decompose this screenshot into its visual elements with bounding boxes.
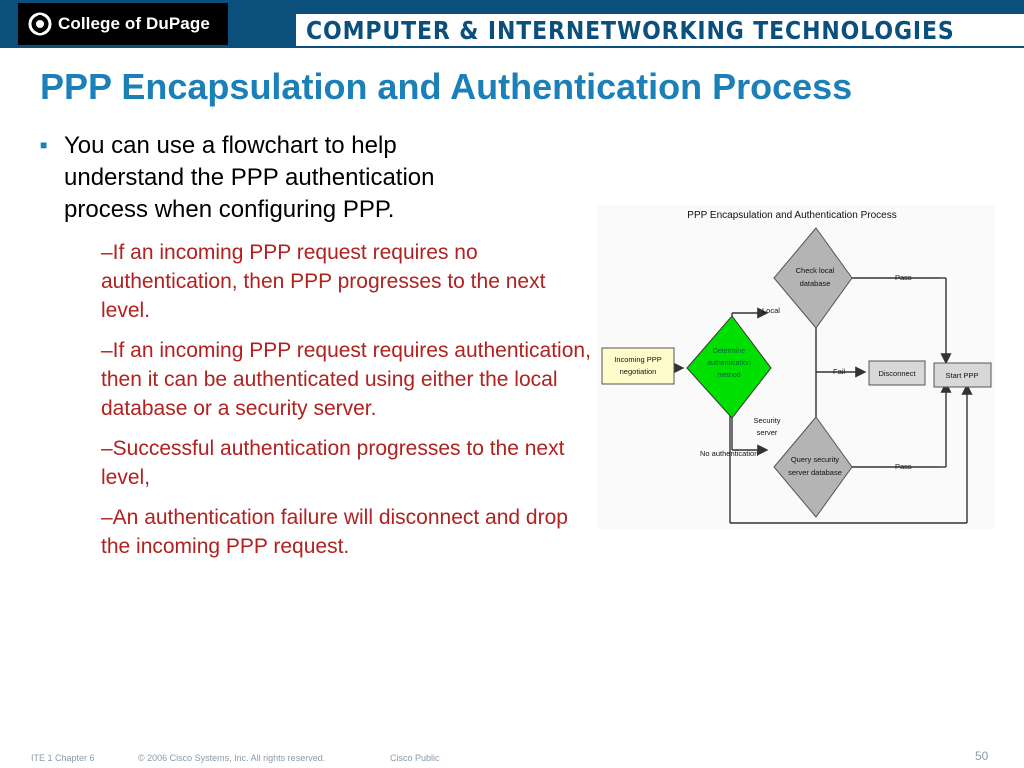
- determine-label-3: method: [717, 372, 741, 379]
- pass-bottom-label: Pass: [895, 462, 912, 471]
- query-label-2: server database: [788, 468, 842, 477]
- main-bullet: [40, 130, 510, 226]
- determine-label-2: authentication: [707, 360, 751, 367]
- flowchart-diagram: [597, 205, 995, 529]
- sub-bullet: –If an incoming PPP request requires no authentication, then PPP progresses to the next level.: [101, 241, 546, 322]
- check-label-1: Check local: [795, 266, 835, 275]
- no-auth-label: No authentication: [700, 449, 759, 458]
- check-label-2: database: [799, 279, 831, 288]
- footer-copyright: © 2006 Cisco Systems, Inc. All rights reserved.: [138, 753, 326, 763]
- incoming-label-2: negotiation: [619, 367, 657, 376]
- security-label-2: server: [756, 428, 778, 437]
- sub-bullet: –Successful authentication progresses to the next level,: [101, 437, 565, 489]
- square-bullet-icon: ■: [40, 138, 48, 152]
- college-logo[interactable]: [18, 3, 228, 45]
- incoming-ppp-box: [602, 348, 674, 384]
- footer-chapter: ITE 1 Chapter 6: [31, 753, 95, 763]
- query-security-diamond: [774, 417, 852, 517]
- banner-text: COMPUTER & INTERNETWORKING TECHNOLOGIES: [306, 15, 955, 45]
- security-label-1: Security: [753, 416, 781, 425]
- pass-top-label: Pass: [895, 273, 912, 282]
- query-label-1: Query security: [790, 455, 840, 464]
- start-ppp-label: Start PPP: [945, 371, 979, 380]
- header-bar: [0, 0, 1024, 48]
- disconnect-label: Disconnect: [878, 369, 916, 378]
- local-label: Local: [762, 306, 780, 315]
- college-logo-icon: [28, 12, 52, 36]
- footer-classification: Cisco Public: [390, 753, 440, 763]
- sub-bullet-list: [101, 238, 593, 572]
- page-number: 50: [975, 749, 989, 763]
- program-banner: [296, 14, 1024, 46]
- fail-label: Fail: [833, 367, 846, 376]
- figure-title: PPP Encapsulation and Authentication Process: [687, 210, 897, 221]
- check-local-db-diamond: [774, 228, 852, 328]
- sub-bullet: –An authentication failure will disconnect and drop the incoming PPP request.: [101, 506, 568, 558]
- main-bullet-text: You can use a flowchart to help understand the PPP authentication process when configuring PPP.: [64, 132, 435, 223]
- sub-bullet: –If an incoming PPP request requires authentication, then it can be authenticated using either the local database or a security server.: [101, 339, 591, 420]
- incoming-label-1: Incoming PPP: [614, 355, 662, 364]
- flowchart-figure: [597, 205, 995, 529]
- slide-title: PPP Encapsulation and Authentication Process: [40, 66, 853, 107]
- determine-method-diamond: [687, 316, 771, 418]
- logo-text: College of DuPage: [58, 14, 210, 33]
- determine-label-1: Determine: [712, 348, 746, 355]
